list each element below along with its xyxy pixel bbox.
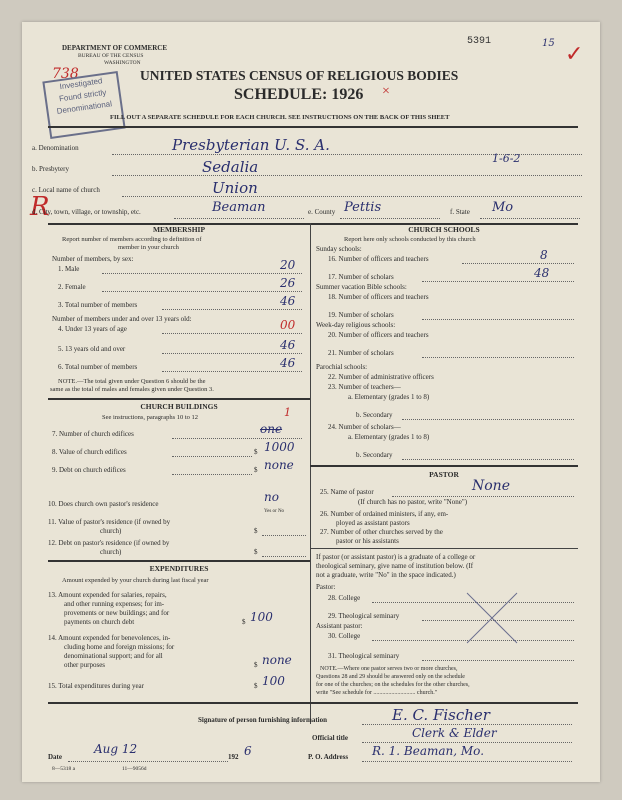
q15-value[interactable]: 100 [262,674,285,688]
q13-line-a: 13. Amount expended for salaries, repairs, [48,591,167,599]
q1-value[interactable]: 20 [280,258,296,272]
q7-correction: 1 [284,406,291,419]
q24-label: 24. Number of scholars— [328,423,401,431]
q13-line-b: and other running expenses; for im- [64,600,165,608]
by-sex-label: Number of members, by sex: [52,255,134,263]
official-title-label: Official title [312,734,348,742]
q14-line-c: denominational support; and for all [64,652,163,660]
address-label: P. O. Address [308,753,349,761]
membership-intro-1: Report number of members according to definition of [62,236,202,243]
q14-line-d: other purposes [64,661,106,669]
presbytery-code: 1-6-2 [492,152,521,165]
date-value[interactable]: Aug 12 [94,742,138,756]
denomination-value[interactable]: Presbyterian U. S. A. [172,136,330,154]
q5-value[interactable]: 46 [280,338,296,352]
year-value[interactable]: 6 [244,744,252,758]
membership-intro-2: member in your church [118,244,179,251]
signature-value[interactable]: E. C. Fischer [392,706,490,724]
pastor-note-4: write "See schedule for ............................ church." [316,690,438,696]
county-value[interactable]: Pettis [344,200,382,215]
membership-note-1: NOTE.—The total given under Question 6 should be the [58,378,206,385]
q18-label: 18. Number of officers and teachers [328,293,429,301]
q29-label: 29. Theological seminary [328,612,400,620]
county-label: e. County [308,208,336,216]
corner-mark: 15 [542,38,555,49]
pastor-note-3: for one of the churches; on the schedules for the other churches, [316,682,470,688]
q25-label: 25. Name of pastor [320,488,374,496]
date-label: Date [48,753,62,761]
q14-value[interactable]: none [262,653,292,667]
red-check-icon: ✓ [565,42,584,67]
q26-label-b: ployed as assistant pastors [336,519,410,527]
red-number: 738 [52,66,79,82]
q15-label: 15. Total expenditures during year [48,682,144,690]
official-title-value[interactable]: Clerk & Elder [412,726,497,740]
q2-label: 2. Female [58,283,86,291]
q11-label-a: 11. Value of pastor's residence (if owned by [48,518,171,526]
bureau-label: BUREAU OF THE CENSUS [78,53,144,59]
red-letter: R [30,192,50,222]
form-title: UNITED STATES CENSUS OF RELIGIOUS BODIES [140,68,459,83]
q1-label: 1. Male [58,265,80,273]
q10-label: 10. Does church own pastor's residence [48,500,159,508]
schedule-title: SCHEDULE: 1926 [234,86,364,103]
census-form [22,22,600,782]
membership-title: MEMBERSHIP [152,225,206,234]
q6-label: 6. Total number of members [58,363,138,371]
q14-dollar: $ [254,661,258,669]
buildings-intro: See instructions, paragraphs 10 to 12 [102,414,199,421]
stamp-line-3: Denominational [56,99,113,116]
q8-value[interactable]: 1000 [264,440,295,454]
q7-value[interactable]: one [260,422,283,436]
q13-line-d: payments on church debt [64,618,135,626]
expenditures-title: EXPENDITURES [149,564,209,573]
crossed-out-mark [462,588,522,648]
q26-label-a: 26. Number of ordained ministers, if any, em- [320,510,449,518]
q31-label: 31. Theological seminary [328,652,400,660]
q12-label-b: church) [100,548,122,556]
summer-label: Summer vacation Bible schools: [316,283,407,291]
q8-label: 8. Value of church edifices [52,448,127,456]
q3-value[interactable]: 46 [280,294,296,308]
pastor-note-1: NOTE.—Where one pastor serves two or more churches, [320,666,458,672]
serial-number: 5391 [467,36,492,47]
q23a-label: a. Elementary (grades 1 to 8) [348,393,430,401]
year-prefix: 192 [228,753,239,761]
q3-label: 3. Total number of members [58,301,138,309]
sunday-label: Sunday schools: [316,245,362,253]
pastor-title: PASTOR [429,470,459,479]
q13-dollar: $ [242,618,246,626]
q6-value[interactable]: 46 [280,356,296,370]
q9-value[interactable]: none [264,458,294,472]
buildings-title: CHURCH BUILDINGS [140,402,218,411]
expenditures-intro: Amount expended by your church during last fiscal year [62,577,209,584]
stamp-line-1: Investigated [59,76,103,92]
investigated-stamp [42,71,125,139]
membership-note-2: same as the total of males and females given under Question 3. [50,386,214,393]
grad-note-2: theological seminary, give name of institution below. (If [316,562,474,570]
q24a-label: a. Elementary (grades 1 to 8) [348,433,430,441]
local-name-label: c. Local name of church [32,186,100,194]
q16-label: 16. Number of officers and teachers [328,255,429,263]
q27-label-a: 27. Number of other churches served by the [320,528,443,536]
presbytery-label: b. Presbytery [32,165,69,173]
schools-intro: Report here only schools conducted by this church [344,236,476,243]
grad-note-1: If pastor (or assistant pastor) is a graduate of a college or [316,553,476,561]
q28-label: 28. College [328,594,361,602]
q17-value[interactable]: 48 [534,266,550,280]
q24b-label: b. Secondary [356,451,393,459]
q27-label-b: pastor or his assistants [336,537,399,545]
schools-title: CHURCH SCHOOLS [408,225,480,234]
city-field-label: d. City, town, village, or township, etc. [32,208,141,216]
q14-line-b: cluding home and foreign missions; for [64,643,175,651]
print-number: 11—9056d [122,766,147,772]
q7-label: 7. Number of church edifices [52,430,134,438]
q4-label: 4. Under 13 years of age [58,325,127,333]
pastor-subheading: Pastor: [316,583,336,591]
q30-label: 30. College [328,632,361,640]
q16-value[interactable]: 8 [540,248,548,262]
q5-label: 5. 13 years old and over [58,345,126,353]
assistant-subheading: Assistant pastor: [316,622,363,630]
local-name-value[interactable]: Union [212,179,258,197]
parochial-label: Parochial schools: [316,363,368,371]
schedule-mark: × [382,84,390,99]
denomination-label: a. Denomination [32,144,79,152]
yes-no-hint: Yes or No [264,509,285,514]
q20-label: 20. Number of officers and teachers [328,331,429,339]
q23b-label: b. Secondary [356,411,393,419]
q14-line-a: 14. Amount expended for benevolences, in- [48,634,171,642]
q25-note: (If church has no pastor, write "None") [358,498,468,506]
q12-label-a: 12. Debt on pastor's residence (if owned by [48,539,170,547]
grad-note-3: not a graduate, write "No" in the space indicated.) [316,571,456,579]
pastor-note-2: Questions 28 and 29 should be answered only on the schedule [316,674,465,680]
stamp-line-2: Found strictly [58,87,107,104]
city-value[interactable]: Beaman [212,200,266,215]
q21-label: 21. Number of scholars [328,349,394,357]
q9-dollar: $ [254,466,258,474]
form-number: 8—5318 a [52,766,76,772]
q17-label: 17. Number of scholars [328,273,394,281]
q11-label-b: church) [100,527,122,535]
q13-line-c: provements or new buildings; and for [64,609,170,617]
presbytery-value[interactable]: Sedalia [202,158,259,176]
q12-dollar: $ [254,548,258,556]
instruction-line: FILL OUT A SEPARATE SCHEDULE FOR EACH CHURCH. SEE INSTRUCTIONS ON THE BACK OF THIS SHEET [110,114,450,121]
q4-value[interactable]: 00 [280,318,296,332]
city-label: WASHINGTON [104,60,141,66]
q25-value[interactable]: None [472,478,510,494]
department-label: DEPARTMENT OF COMMERCE [62,44,168,52]
state-label: f. State [450,208,470,216]
q13-value[interactable]: 100 [250,610,273,624]
q19-label: 19. Number of scholars [328,311,394,319]
q23-label: 23. Number of teachers— [328,383,401,391]
q22-label: 22. Number of administrative officers [328,373,434,381]
state-value[interactable]: Mo [492,200,514,215]
q9-label: 9. Debt on church edifices [52,466,126,474]
q2-value[interactable]: 26 [280,276,296,290]
address-value[interactable]: R. 1. Beaman, Mo. [372,744,485,758]
weekday-label: Week-day religious schools: [316,321,396,329]
q11-dollar: $ [254,527,258,535]
q10-value[interactable]: no [264,490,279,504]
under-over-label: Number of members under and over 13 years old: [52,315,192,323]
q8-dollar: $ [254,448,258,456]
signature-label: Signature of person furnishing information [198,716,327,724]
q15-dollar: $ [254,682,258,690]
